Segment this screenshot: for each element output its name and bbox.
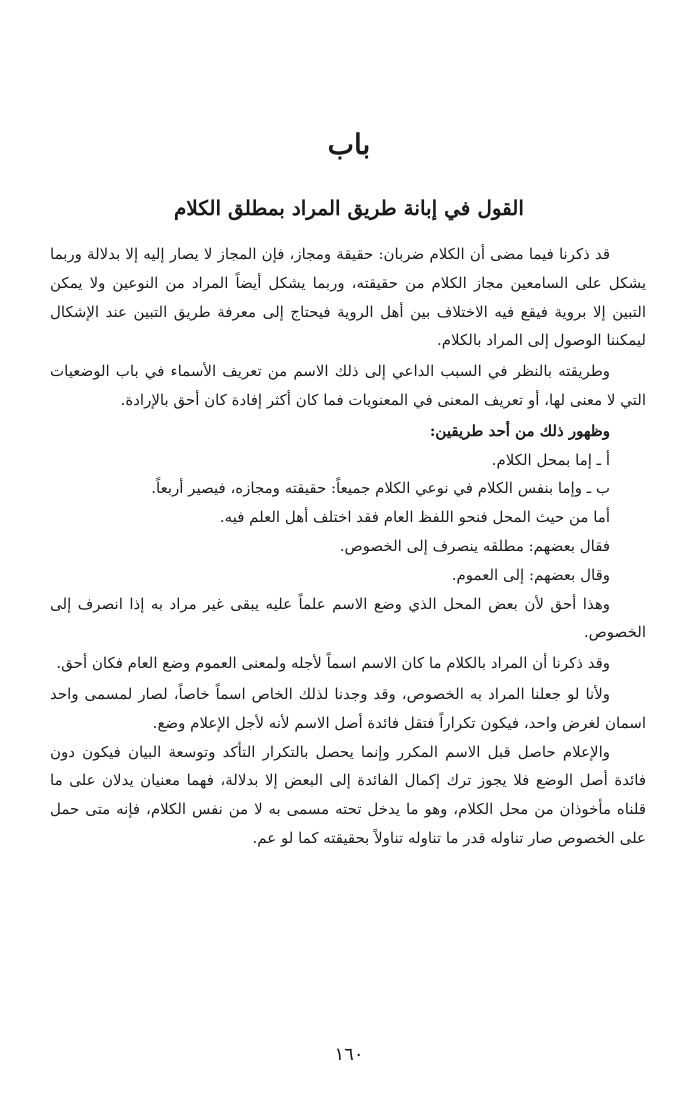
list-item-b: ب ـ وإما بنفس الكلام في نوعي الكلام جميعاً: حقيقته ومجازه، فيصير أربعاً. xyxy=(151,479,610,498)
paragraph-two-ways: وظهور ذلك من أحد طريقين: xyxy=(429,421,610,440)
paragraph-informing: والإعلام حاصل قبل الاسم المكرر وإنما يحصل بالتكرار التأكد وتوسعة البيان فيكون دون فائدة أصل الوضع فلا يجوز ترك إكمال الفائدة إلى البعض إلا بدلالة، فهما معنيان يدلان على ما قلناه مأخوذان من محل الكلام، وهو ما يدخل تحته مسمى به لا من نفس الكلام، فإنه متى حمل على الخصوص صار تناوله قدر ما تناوله تناولاً بحقيقته كما لو عم. xyxy=(50,742,646,847)
chapter-title: باب xyxy=(327,128,371,161)
list-item-a: أ ـ إما بمحل الكلام. xyxy=(491,450,610,469)
paragraph-opinion-specific: فقال بعضهم: مطلقه ينصرف إلى الخصوص. xyxy=(339,536,610,555)
body-text xyxy=(50,240,646,853)
paragraph-opinion-general: وقال بعضهم: إلى العموم. xyxy=(451,565,610,584)
paragraph-intro: قد ذكرنا فيما مضى أن الكلام ضربان: حقيقة ومجاز، فإن المجاز لا يصار إليه إلا بدلالة وربما يشكل على السامعين مجاز الكلام من حقيقته، وربما يشكل أيضاً المراد من النوعين ولا يمكن التبين إلا بروية فيقع فيه الاختلاف بين أهل الروية فيحتاج إلى معرفة طريق التبين عند الإشكال ليمكننا الوصول إلى المراد بالكلام. xyxy=(50,245,646,350)
paragraph-general-term: أما من حيث المحل فنحو اللفظ العام فقد اختلف أهل العلم فيه. xyxy=(219,508,610,527)
paragraph-method: وطريقته بالنظر في السبب الداعي إلى ذلك الاسم من تعريف الأسماء في باب الوضعيات التي لا معنى لها، أو تعريف المعنى في المعنويات فما كان أكثر إفادة كان أحق بالإرادة. xyxy=(50,362,646,409)
paragraph-preferred: وهذا أحق لأن بعض المحل الذي وضع الاسم علماً عليه يبقى غير مراد به إذا انصرف إلى الخصوص. xyxy=(50,594,646,642)
page-number: ١٦٠ xyxy=(334,1044,364,1065)
paragraph-repetition: ولأنا لو جعلنا المراد به الخصوص، وقد وجدنا لذلك الخاص اسماً خاصاً، لصار لمسمى واحد اسمان لغرض واحد، فيكون تكراراً فتقل فائدة أصل الاسم لأنه لأجل الإعلام وضع. xyxy=(50,684,646,732)
section-title: القول في إبانة طريق المراد بمطلق الكلام xyxy=(174,196,524,220)
paragraph-meaning: وقد ذكرنا أن المراد بالكلام ما كان الاسم اسماً لأجله ولمعنى العموم وضع العام فكان أحق. xyxy=(56,654,610,673)
